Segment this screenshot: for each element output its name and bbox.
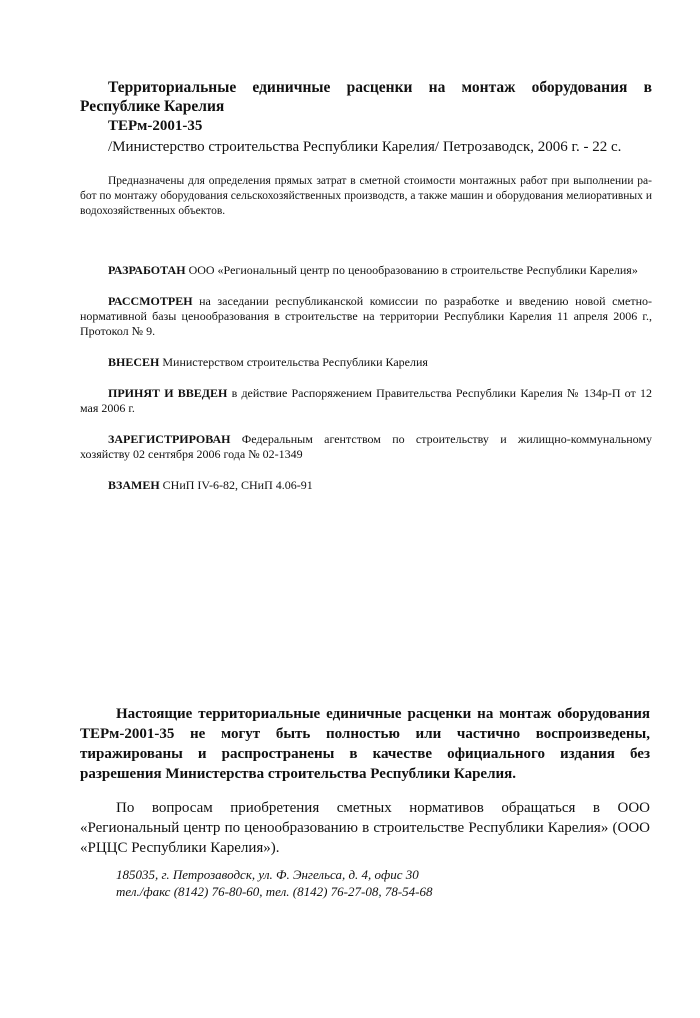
- document-code: ТЕРм-2001-35: [108, 118, 203, 134]
- copyright-notice: Настоящие территориальные единичные расценки на монтаж оборудования ТЕРм-2001-35 не могут быть полностью или частично воспроизведены, тиражированы и распространены в качестве официального издания без разрешения Министерства строительства Республики Карелия.: [80, 706, 650, 782]
- meta-key: ВНЕСЕН: [108, 355, 160, 369]
- contact-paragraph: По вопросам приобретения сметных нормативов обращаться в ООО «Региональный центр по ценообразованию в строительстве Республики Карелия» (ООО «РЦЦС Республики Карелия»).: [80, 800, 650, 856]
- meta-key: РАЗРАБОТАН: [108, 263, 186, 277]
- publisher-line: /Министерство строительства Республики Карелия/ Петрозаводск, 2006 г. - 22 с.: [108, 139, 622, 155]
- meta-key: ПРИНЯТ И ВВЕДЕН: [108, 386, 228, 400]
- metadata-block: [80, 263, 652, 493]
- meta-text: СНиП IV-6-82, СНиП 4.06-91: [159, 478, 313, 492]
- meta-text: в действие Распоряжением Правительства Республики Карелия № 134р-П от 12 мая 2006 г.: [80, 386, 652, 415]
- meta-developed: [80, 263, 652, 278]
- address-line: 185035, г. Петрозаводск, ул. Ф. Энгельса, д. 4, офис 30: [116, 867, 419, 882]
- address-block: [116, 866, 636, 900]
- meta-replaces: [80, 478, 652, 493]
- meta-text: на заседании республиканской комиссии по разработке и введению новой сметно-нормативной базы ценообразования в строительстве на территории Республики Карелия 11 апреля 2006 г., Протокол № 9.: [80, 294, 652, 338]
- meta-adopted: [80, 386, 652, 416]
- meta-key: ЗАРЕГИСТРИРОВАН: [108, 432, 231, 446]
- meta-registered: [80, 432, 652, 462]
- meta-text: Федеральным агентством по строительству и жилищно-коммунальному хозяйству 02 сентября 2006 года № 02-1349: [80, 432, 652, 461]
- meta-reviewed: [80, 294, 652, 339]
- meta-submitted: [80, 355, 652, 370]
- document-title: Территориальные единичные расценки на монтаж оборудования в Республике Карелия: [80, 79, 652, 115]
- meta-key: РАССМОТРЕН: [108, 294, 193, 308]
- meta-key: ВЗАМЕН: [108, 478, 160, 492]
- meta-text: ООО «Региональный центр по ценообразованию в строительстве Республики Карелия»: [185, 263, 638, 277]
- purpose-paragraph: Предназначены для определения прямых затрат в сметной стоимости монтажных работ при выполнении ра-бот по монтажу оборудования сельскохозяйственных производств, а также машин и оборудования мелиоративных и водохозяйственных объектов.: [80, 175, 652, 217]
- document-page: [80, 78, 652, 509]
- phone-line: тел./факс (8142) 76-80-60, тел. (8142) 76-27-08, 78-54-68: [116, 884, 433, 899]
- meta-text: Министерством строительства Республики Карелия: [159, 355, 428, 369]
